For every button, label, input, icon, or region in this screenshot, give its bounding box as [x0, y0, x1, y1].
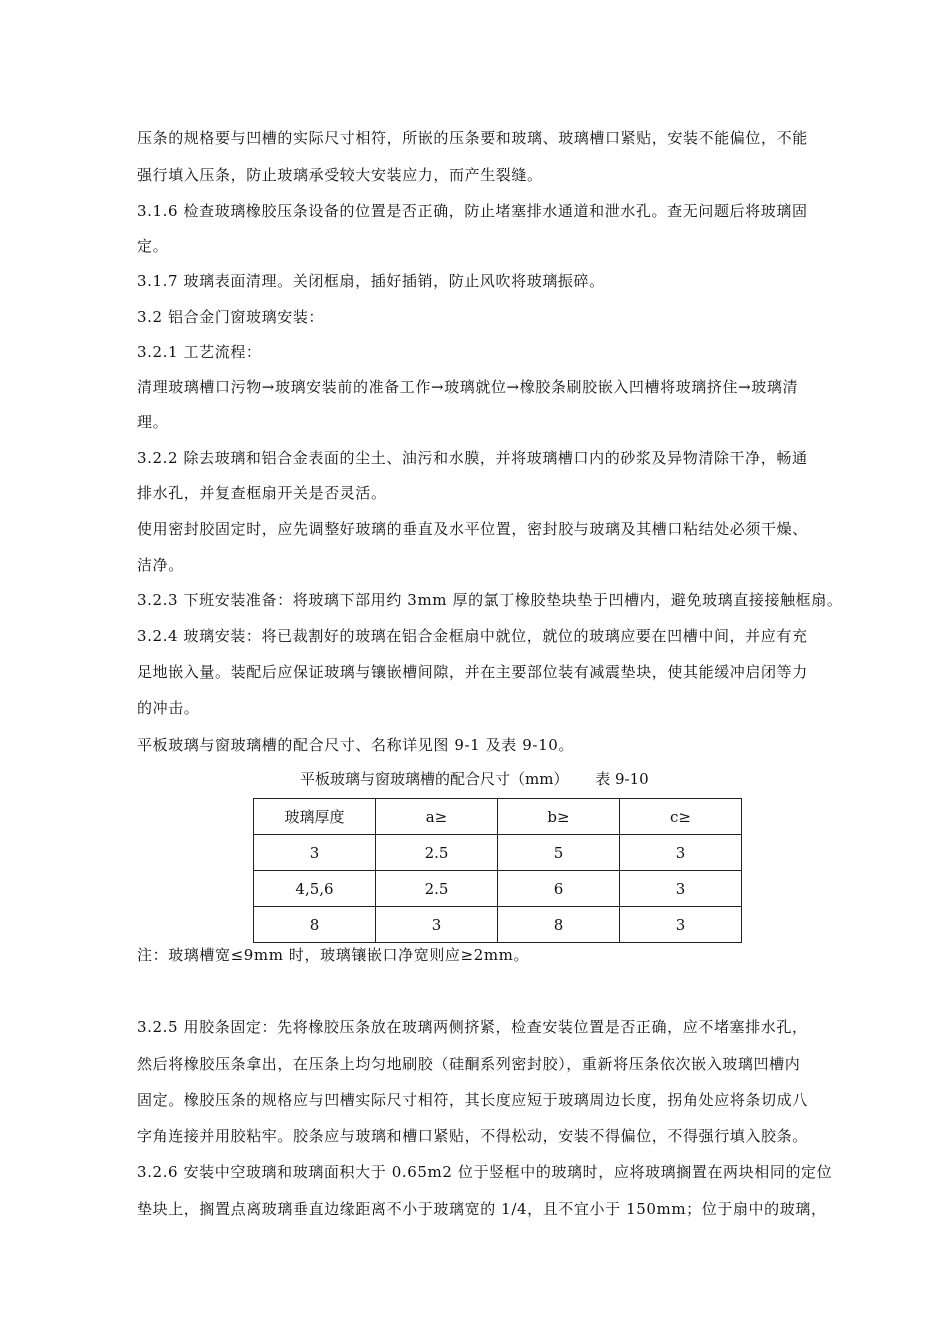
paragraph-line: 3.2.4 玻璃安装：将已裁割好的玻璃在铝合金框扇中就位，就位的玻璃应要在凹槽中间，并应有充: [137, 627, 808, 645]
paragraph-line: 固定。橡胶压条的规格应与凹槽实际尺寸相符，其长度应短于玻璃周边长度，拐角处应将条切成八: [137, 1091, 808, 1109]
paragraph-line: 垫块上，搁置点离玻璃垂直边缘距离不小于玻璃宽的 1/4，且不宜小于 150mm；位于扇中的玻璃，: [137, 1200, 827, 1218]
paragraph-line: 3.2.5 用胶条固定：先将橡胶压条放在玻璃两侧挤紧，检查安装位置是否正确，应不堵塞排水孔，: [137, 1018, 808, 1036]
paragraph-line: 然后将橡胶压条拿出，在压条上均匀地刷胶（硅酮系列密封胶），重新将压条依次嵌入玻璃凹槽内: [137, 1055, 801, 1073]
table-cell: 3: [620, 835, 742, 871]
table-caption-title: 平板玻璃与窗玻璃槽的配合尺寸（mm）: [300, 770, 569, 788]
table-header-cell: c≥: [620, 799, 742, 835]
table-cell: 8: [254, 907, 376, 943]
paragraph-line: 3.2.6 安装中空玻璃和玻璃面积大于 0.65m2 位于竖框中的玻璃时，应将玻璃搁置在两块相同的定位: [137, 1163, 833, 1181]
paragraph-line: 强行填入压条，防止玻璃承受较大安装应力，而产生裂缝。: [137, 166, 543, 184]
table-cell: 2.5: [376, 871, 498, 907]
paragraph-line: 3.1.6 检查玻璃橡胶压条设备的位置是否正确，防止堵塞排水通道和泄水孔。查无问题后将玻璃固: [137, 202, 808, 220]
table-header-cell: a≥: [376, 799, 498, 835]
table-caption: [300, 768, 740, 789]
paragraph-line: 3.1.7 玻璃表面清理。关闭框扇，插好插销，防止风吹将玻璃振碎。: [137, 272, 605, 290]
paragraph-line: 3.2.3 下班安装准备：将玻璃下部用约 3mm 厚的氯丁橡胶垫块垫于凹槽内，避免玻璃直接接触框扇。: [137, 591, 843, 609]
paragraph-line: 3.2.2 除去玻璃和铝合金表面的尘土、油污和水膜，并将玻璃槽口内的砂浆及异物清除干净，畅通: [137, 449, 808, 467]
table-cell: 3: [376, 907, 498, 943]
fit-dimension-table: [253, 798, 742, 943]
paragraph-line: 字角连接并用胶粘牢。胶条应与玻璃和槽口紧贴，不得松动，安装不得偏位，不得强行填入胶条。: [137, 1127, 808, 1145]
paragraph-line: 定。: [137, 237, 169, 255]
table-cell: 5: [498, 835, 620, 871]
table-row: [254, 835, 742, 871]
table-row: [254, 907, 742, 943]
section-heading: 3.2 铝合金门窗玻璃安装：: [137, 308, 325, 326]
paragraph-line: 平板玻璃与窗玻璃槽的配合尺寸、名称详见图 9-1 及表 9-10。: [137, 736, 574, 754]
paragraph-line: 使用密封胶固定时，应先调整好玻璃的垂直及水平位置，密封胶与玻璃及其槽口粘结处必须干燥、: [137, 520, 808, 538]
paragraph-line: 的冲击。: [137, 699, 200, 717]
table-cell: 3: [620, 907, 742, 943]
paragraph-line: 清理玻璃槽口污物→玻璃安装前的准备工作→玻璃就位→橡胶条刷胶嵌入凹槽将玻璃挤住→玻璃清: [137, 378, 799, 396]
table-header-row: [254, 799, 742, 835]
paragraph-line: 排水孔，并复查框扇开关是否灵活。: [137, 484, 387, 502]
paragraph-line: 足地嵌入量。装配后应保证玻璃与镶嵌槽间隙，并在主要部位装有减震垫块，使其能缓冲启闭等力: [137, 663, 808, 681]
table-cell: 3: [620, 871, 742, 907]
table-header-cell: b≥: [498, 799, 620, 835]
table-number: 表 9-10: [595, 770, 649, 788]
table-cell: 8: [498, 907, 620, 943]
table-cell: 6: [498, 871, 620, 907]
table-note: 注：玻璃槽宽≤9mm 时，玻璃镶嵌口净宽则应≥2mm。: [137, 946, 530, 964]
table-cell: 3: [254, 835, 376, 871]
table-row: [254, 871, 742, 907]
table-header-cell: 玻璃厚度: [254, 799, 376, 835]
paragraph-line: 洁净。: [137, 556, 184, 574]
subsection-heading: 3.2.1 工艺流程：: [137, 343, 262, 361]
paragraph-line: 理。: [137, 413, 169, 431]
table-cell: 4,5,6: [254, 871, 376, 907]
table-cell: 2.5: [376, 835, 498, 871]
paragraph-line: 压条的规格要与凹槽的实际尺寸相符，所嵌的压条要和玻璃、玻璃槽口紧贴，安装不能偏位，不能: [137, 129, 808, 147]
